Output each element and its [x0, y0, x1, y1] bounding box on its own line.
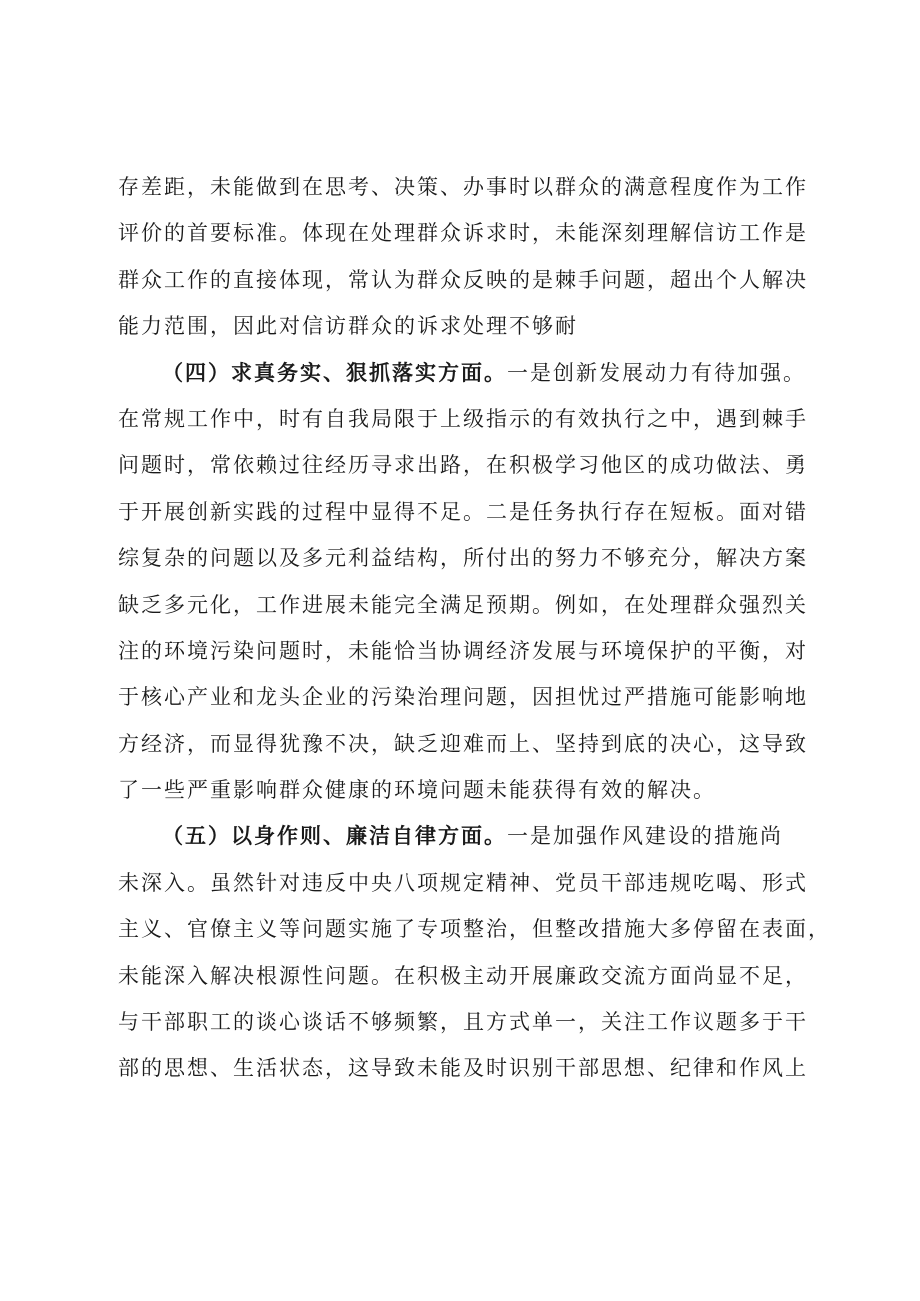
- text-line: 群众工作的直接体现，常认为群众反映的是棘手问题，超出个人解决: [118, 267, 808, 292]
- section-heading-five: （五）以身作则、廉洁自律方面。: [162, 823, 507, 849]
- text-line: 问题时，常依赖过往经历寻求出路，在积极学习他区的成功做法、勇: [118, 453, 808, 478]
- text-line: 能力范围，因此对信访群众的诉求处理不够耐: [118, 314, 578, 339]
- text-line: 缺乏多元化，工作进展未能完全满足预期。例如，在处理群众强烈关: [118, 592, 808, 617]
- text-line: 于核心产业和龙头企业的污染治理问题，因担忧过严措施可能影响地: [118, 685, 808, 710]
- text-line: 存差距，未能做到在思考、决策、办事时以群众的满意程度作为工作: [118, 175, 808, 199]
- text-line: 主义、官僚主义等问题实施了专项整治，但整改措施大多停留在表面，: [118, 917, 831, 942]
- text-line: 注的环境污染问题时，未能恰当协调经济发展与环境保护的平衡，对: [118, 638, 808, 663]
- text-line: 方经济，而显得犹豫不决，缺乏迎难而上、坚持到底的决心，这导致: [118, 731, 808, 756]
- text-line: 了一些严重影响群众健康的环境问题未能获得有效的解决。: [118, 778, 716, 803]
- section-five-lead-text: 一是加强作风建设的措施尚: [507, 824, 783, 849]
- text-line: 于开展创新实践的过程中显得不足。二是任务执行存在短板。面对错: [118, 499, 808, 524]
- text-line: 评价的首要标准。体现在处理群众诉求时，未能深刻理解信访工作是: [118, 221, 808, 246]
- text-line: 未深入。虽然针对违反中央八项规定精神、党员干部违规吃喝、形式: [118, 870, 808, 895]
- section-four-lead-text: 一是创新发展动力有待加强。: [507, 360, 806, 385]
- body-text: [118, 164, 831, 1092]
- text-line: 在常规工作中，时有自我局限于上级指示的有效执行之中，遇到棘手: [118, 406, 808, 431]
- text-line: 综复杂的问题以及多元利益结构，所付出的努力不够充分，解决方案: [118, 546, 808, 571]
- paragraph-five-first-line: [118, 813, 818, 859]
- text-line: 未能深入解决根源性问题。在积极主动开展廉政交流方面尚显不足，: [118, 963, 808, 988]
- text-line: 部的思想、生活状态，这导致未能及时识别干部思想、纪律和作风上: [118, 1056, 808, 1081]
- section-heading-four: （四）求真务实、狠抓落实方面。: [162, 359, 507, 385]
- paragraph-four-first-line: [118, 350, 818, 396]
- text-line: 与干部职工的谈心谈话不够频繁，且方式单一，关注工作议题多于干: [118, 1010, 808, 1035]
